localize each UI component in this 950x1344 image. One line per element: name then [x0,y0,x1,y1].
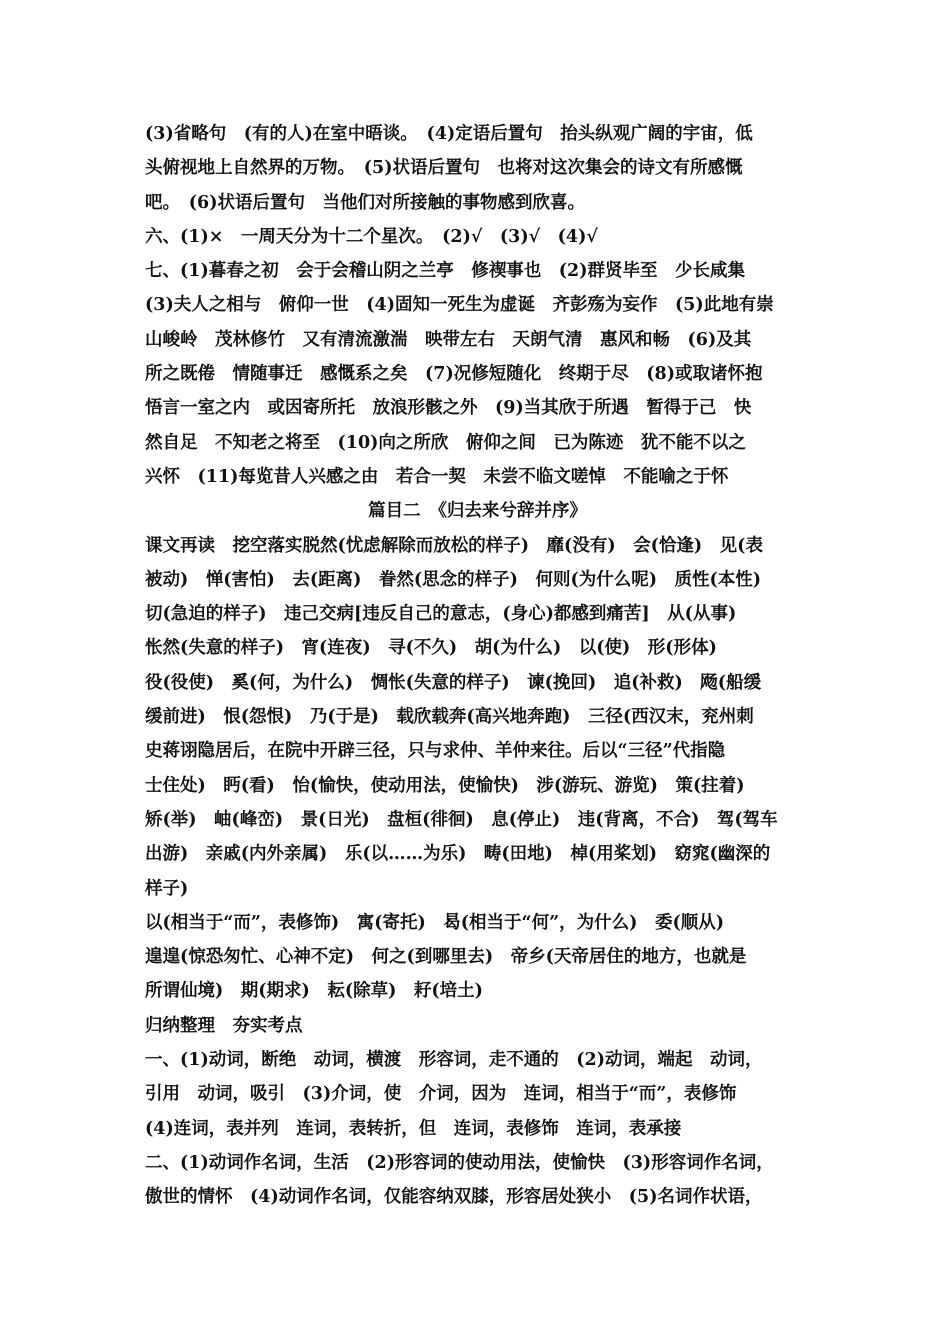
text-line: 悟言一室之内 或因寄所托 放浪形骸之外 (9)当其欣于所遇 暂得于己 快 [145,398,752,419]
text-line: 缓前进) 恨(怨恨) 乃(于是) 载欣载奔(高兴地奔跑) 三径(西汉末，兖州刺 [145,707,754,728]
text-line: 七、(1)暮春之初 会于会稽山阴之兰亭 修禊事也 (2)群贤毕至 少长咸集 [145,261,745,282]
text-line: 头俯视地上自然界的万物。 (5)状语后置句 也将对这次集会的诗文有所感慨 [145,158,743,179]
text-line: 遑遑(惊恐匆忙、心神不定) 何之(到哪里去) 帝乡(天帝居住的地方，也就是 [145,947,747,968]
text-line: 史蒋诩隐居后，在院中开辟三径，只与求仲、羊仲来往。后以“三径”代指隐 [145,741,726,762]
subsection-heading: 归纳整理 夯实考点 [145,1015,303,1036]
text-line: 课文再读 挖空落实脱然(忧虑解除而放松的样子) 靡(没有) 会(恰逢) 见(表 [145,535,763,556]
text-line: 役(役使) 奚(何，为什么) 惆怅(失意的样子) 谏(挽回) 追(补救) 飏(船缓 [145,672,762,693]
document-body [145,117,810,1215]
text-line: 以(相当于“而”，表修饰) 寓(寄托) 曷(相当于“何”，为什么) 委(顺从) [145,912,725,933]
text-line: (4)连词，表并列 连词，表转折，但 连词，表修饰 连词，表承接 [145,1118,682,1139]
section-heading: 篇目二 《归去来兮辞并序》 [368,501,587,522]
text-line: (3)夫人之相与 俯仰一世 (4)固知一死生为虚诞 齐彭殇为妄作 (5)此地有崇 [145,295,774,316]
text-line: 傲世的情怀 (4)动词作名词，仅能容纳双膝，形容居处狭小 (5)名词作状语， [145,1187,763,1208]
text-line: 山峻岭 茂林修竹 又有清流激湍 映带左右 天朗气清 惠风和畅 (6)及其 [145,329,752,350]
text-line: 六、(1)× 一周天分为十二个星次。 (2)√ (3)√ (4)√ [145,226,598,247]
text-line: 被动) 惮(害怕) 去(距离) 眷然(思念的样子) 何则(为什么呢) 质性(本性) [145,569,762,590]
text-line: 二、(1)动词作名词，生活 (2)形容词的使动用法，使愉快 (3)形容词作名词， [145,1152,774,1173]
text-line: (3)省略句 (有的人)在室中晤谈。 (4)定语后置句 抬头纵观广阔的宇宙，低 [145,124,753,144]
text-line: 一、(1)动词，断绝 动词，横渡 形容词，走不通的 (2)动词，端起 动词， [145,1050,763,1071]
text-line: 切(急迫的样子) 违己交病[违反自己的意志，(身心)都感到痛苦] 从(从事) [145,604,737,625]
text-line: 样子) [145,878,189,899]
text-line: 怅然(失意的样子) 宵(连夜) 寻(不久) 胡(为什么) 以(使) 形(形体) [145,638,717,659]
text-line: 所之既倦 情随事迁 感慨系之矣 (7)况修短随化 终期于尽 (8)或取诸怀抱 [145,364,763,385]
text-line: 所谓仙境) 期(期求) 耘(除草) 耔(培土) [145,981,483,1002]
text-line: 出游) 亲戚(内外亲属) 乐(以……为乐) 畴(田地) 棹(用桨划) 窈窕(幽深的 [145,844,771,865]
text-line: 引用 动词，吸引 (3)介词，使 介词，因为 连词，相当于“而”，表修饰 [145,1084,737,1105]
text-line: 矫(举) 岫(峰峦) 景(日光) 盘桓(徘徊) 息(停止) 违(背离，不合) 驾(驾车 [145,809,778,830]
text-line: 吧。 (6)状语后置句 当他们对所接触的事物感到欣喜。 [145,192,585,213]
text-line: 士住处) 眄(看) 怡(愉快，使动用法，使愉快) 涉(游玩、游览) 策(拄着) [145,775,745,796]
text-line: 兴怀 (11)每览昔人兴感之由 若合一契 未尝不临文嗟悼 不能喻之于怀 [145,466,729,487]
text-line: 然自足 不知老之将至 (10)向之所欣 俯仰之间 已为陈迹 犹不能不以之 [145,432,746,453]
